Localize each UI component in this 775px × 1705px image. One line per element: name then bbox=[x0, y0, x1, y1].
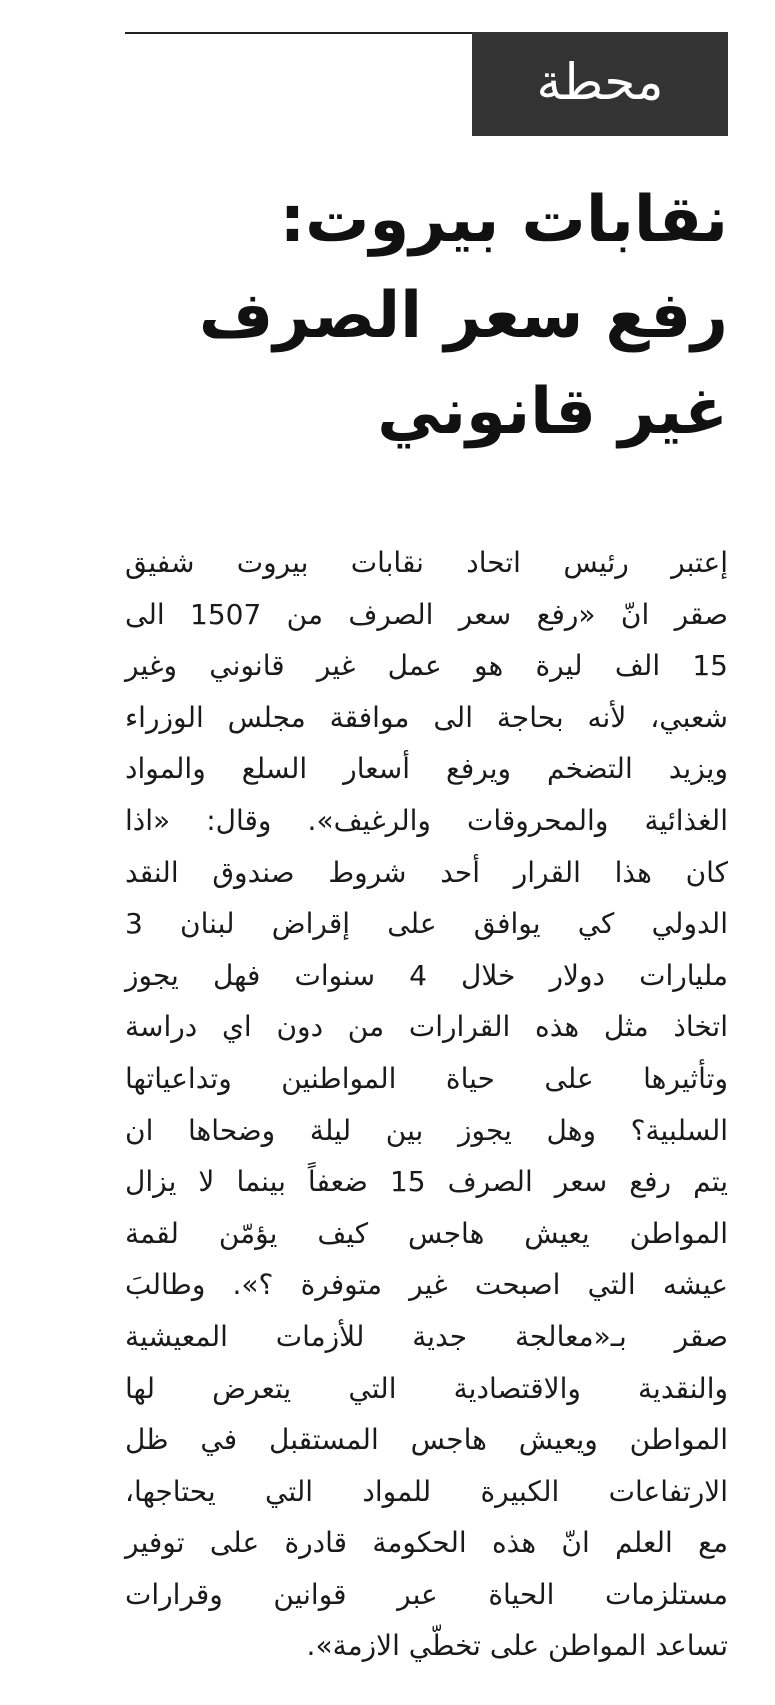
body-line: يتم رفع سعر الصرف 15 ضعفاً بينما لا يزال bbox=[125, 1165, 728, 1199]
section-label: محطة bbox=[472, 32, 728, 136]
body-line: مليارات دولار خلال 4 سنوات فهل يجوز bbox=[125, 958, 728, 992]
body-line: كان هذا القرار أحد شروط صندوق النقد bbox=[125, 855, 728, 889]
body-line: صقر انّ «رفع سعر الصرف من 1507 الى bbox=[125, 597, 728, 631]
body-line: صقر بـ«معالجة جدية للأزمات المعيشية bbox=[125, 1319, 728, 1353]
body-line: الغذائية والمحروقات والرغيف». وقال: «اذا bbox=[125, 803, 728, 837]
body-line: مع العلم انّ هذه الحكومة قادرة على توفير bbox=[125, 1526, 728, 1560]
body-line: وتأثيرها على حياة المواطنين وتداعياتها bbox=[125, 1061, 728, 1095]
headline-line: غير قانوني bbox=[377, 375, 728, 449]
body-line: المواطن ويعيش هاجس المستقبل في ظل bbox=[125, 1423, 728, 1457]
body-line: اتخاذ مثل هذه القرارات من دون اي دراسة bbox=[125, 1010, 728, 1044]
body-line: 15 الف ليرة هو عمل غير قانوني وغير bbox=[125, 649, 728, 683]
body-line: إعتبر رئيس اتحاد نقابات بيروت شفيق bbox=[125, 546, 728, 579]
article-body bbox=[125, 537, 728, 1672]
body-line: الدولي كي يوافق على إقراض لبنان 3 bbox=[125, 907, 728, 941]
body-line: مستلزمات الحياة عبر قوانين وقرارات bbox=[125, 1577, 728, 1611]
body-line: السلبية؟ وهل يجوز بين ليلة وضحاها ان bbox=[125, 1113, 728, 1147]
headline-line: نقابات بيروت: bbox=[279, 183, 728, 257]
body-line: ويزيد التضخم ويرفع أسعار السلع والمواد bbox=[125, 752, 728, 786]
body-line: الارتفاعات الكبيرة للمواد التي يحتاجها، bbox=[125, 1474, 728, 1508]
body-line: والنقدية والاقتصادية التي يتعرض لها bbox=[125, 1371, 728, 1405]
headline-line: رفع سعر الصرف bbox=[198, 279, 728, 353]
headline bbox=[125, 172, 728, 460]
body-line: المواطن يعيش هاجس كيف يؤمّن لقمة bbox=[125, 1216, 728, 1250]
body-line: شعبي، لأنه بحاجة الى موافقة مجلس الوزراء bbox=[125, 700, 728, 734]
body-line: عيشه التي اصبحت غير متوفرة ؟». وطالبَ bbox=[125, 1268, 728, 1302]
body-line: تساعد المواطن على تخطّي الازمة». bbox=[306, 1629, 728, 1663]
